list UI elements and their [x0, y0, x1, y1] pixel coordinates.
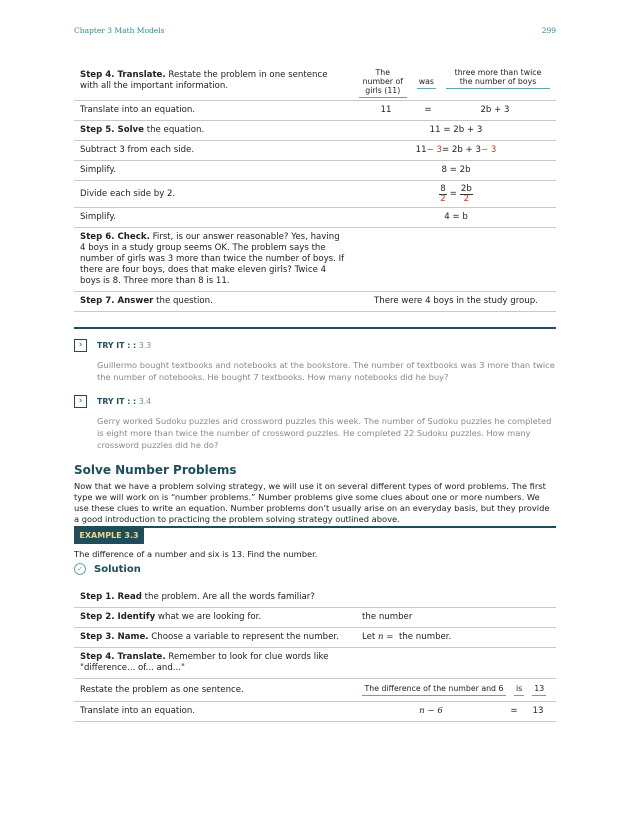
table-row: Translate into an equation. n − 6 = 13: [74, 702, 556, 722]
table-row: Step 1. Read the problem. Are all the words familiar?: [74, 588, 556, 608]
table-row: Restate the problem as one sentence. The difference of the number and 6 is 13: [74, 679, 556, 702]
table-row: Step 4. Translate. Remember to look for clue words like "difference... of... and...": [74, 648, 556, 679]
table-row: Translate into an equation. 11 = 2b + 3: [74, 101, 556, 121]
steps-table: [74, 66, 556, 312]
example-tag: EXAMPLE 3.3: [74, 528, 144, 544]
section-intro: Now that we have a problem solving strategy, we will use it on several different types of word problems. The first type we will work on is “number problems.” Number problems give some clues about one or more numbers. We use these clues to write an equation. Number problems don’t usually arise on an everyday basis, but they provide a good introduction to practicing the problem solving strategy outlined above.: [74, 481, 550, 524]
table-row: Step 5. Solve the equation. 11 = 2b + 3: [74, 121, 556, 141]
solution-heading: ✓ Solution: [74, 563, 141, 575]
table-row: Simplify. 4 = b: [74, 208, 556, 228]
divider: [74, 327, 556, 329]
table-row: Step 7. Answer the question. There were 4 boys in the study group.: [74, 292, 556, 312]
table-row: Step 4. Translate. Restate the problem in one sentence with all the important information. The number of girls (11) was three more than twice the number of boys: [74, 66, 556, 101]
section-title: Solve Number Problems: [74, 463, 237, 477]
table-row: Divide each side by 2. $\frac{8}{2}$ = $\frac{2b}{2}$: [74, 181, 556, 208]
example-steps-table: [74, 588, 556, 722]
page-number: 299: [541, 26, 556, 35]
divider: [74, 526, 556, 528]
fraction: $\frac{2b}{2}$: [460, 183, 472, 204]
running-header-chapter: Chapter 3 Math Models: [74, 26, 165, 35]
example-question: The difference of a number and six is 13. Find the number.: [74, 549, 318, 559]
translation-breakdown: The number of girls (11) was three more than twice the number of boys: [359, 68, 550, 98]
chevron-right-icon[interactable]: ›: [74, 339, 87, 352]
check-circle-icon: ✓: [74, 563, 86, 575]
table-row: Subtract 3 from each side. 11 − 3 = 2b + 3 − 3: [74, 141, 556, 161]
table-row: Simplify. 8 = 2b: [74, 161, 556, 181]
table-row: Step 6. Check. First, is our answer reasonable? Yes, having 4 boys in a study group seems OK. The problem says the number of girls was 3 more than twice the number of boys. If there are four boys, does that make eleven girls? Twice 4 boys is 8. Three more than 8 is 11.: [74, 228, 556, 292]
chevron-right-icon[interactable]: ›: [74, 395, 87, 408]
fraction: $\frac{8}{2}$: [440, 183, 446, 204]
translation-breakdown: The difference of the number and 6 is 13: [362, 684, 546, 696]
table-row: Step 2. Identify what we are looking for. the number: [74, 608, 556, 628]
table-row: Step 3. Name. Choose a variable to represent the number. Let n = the number.: [74, 628, 556, 648]
